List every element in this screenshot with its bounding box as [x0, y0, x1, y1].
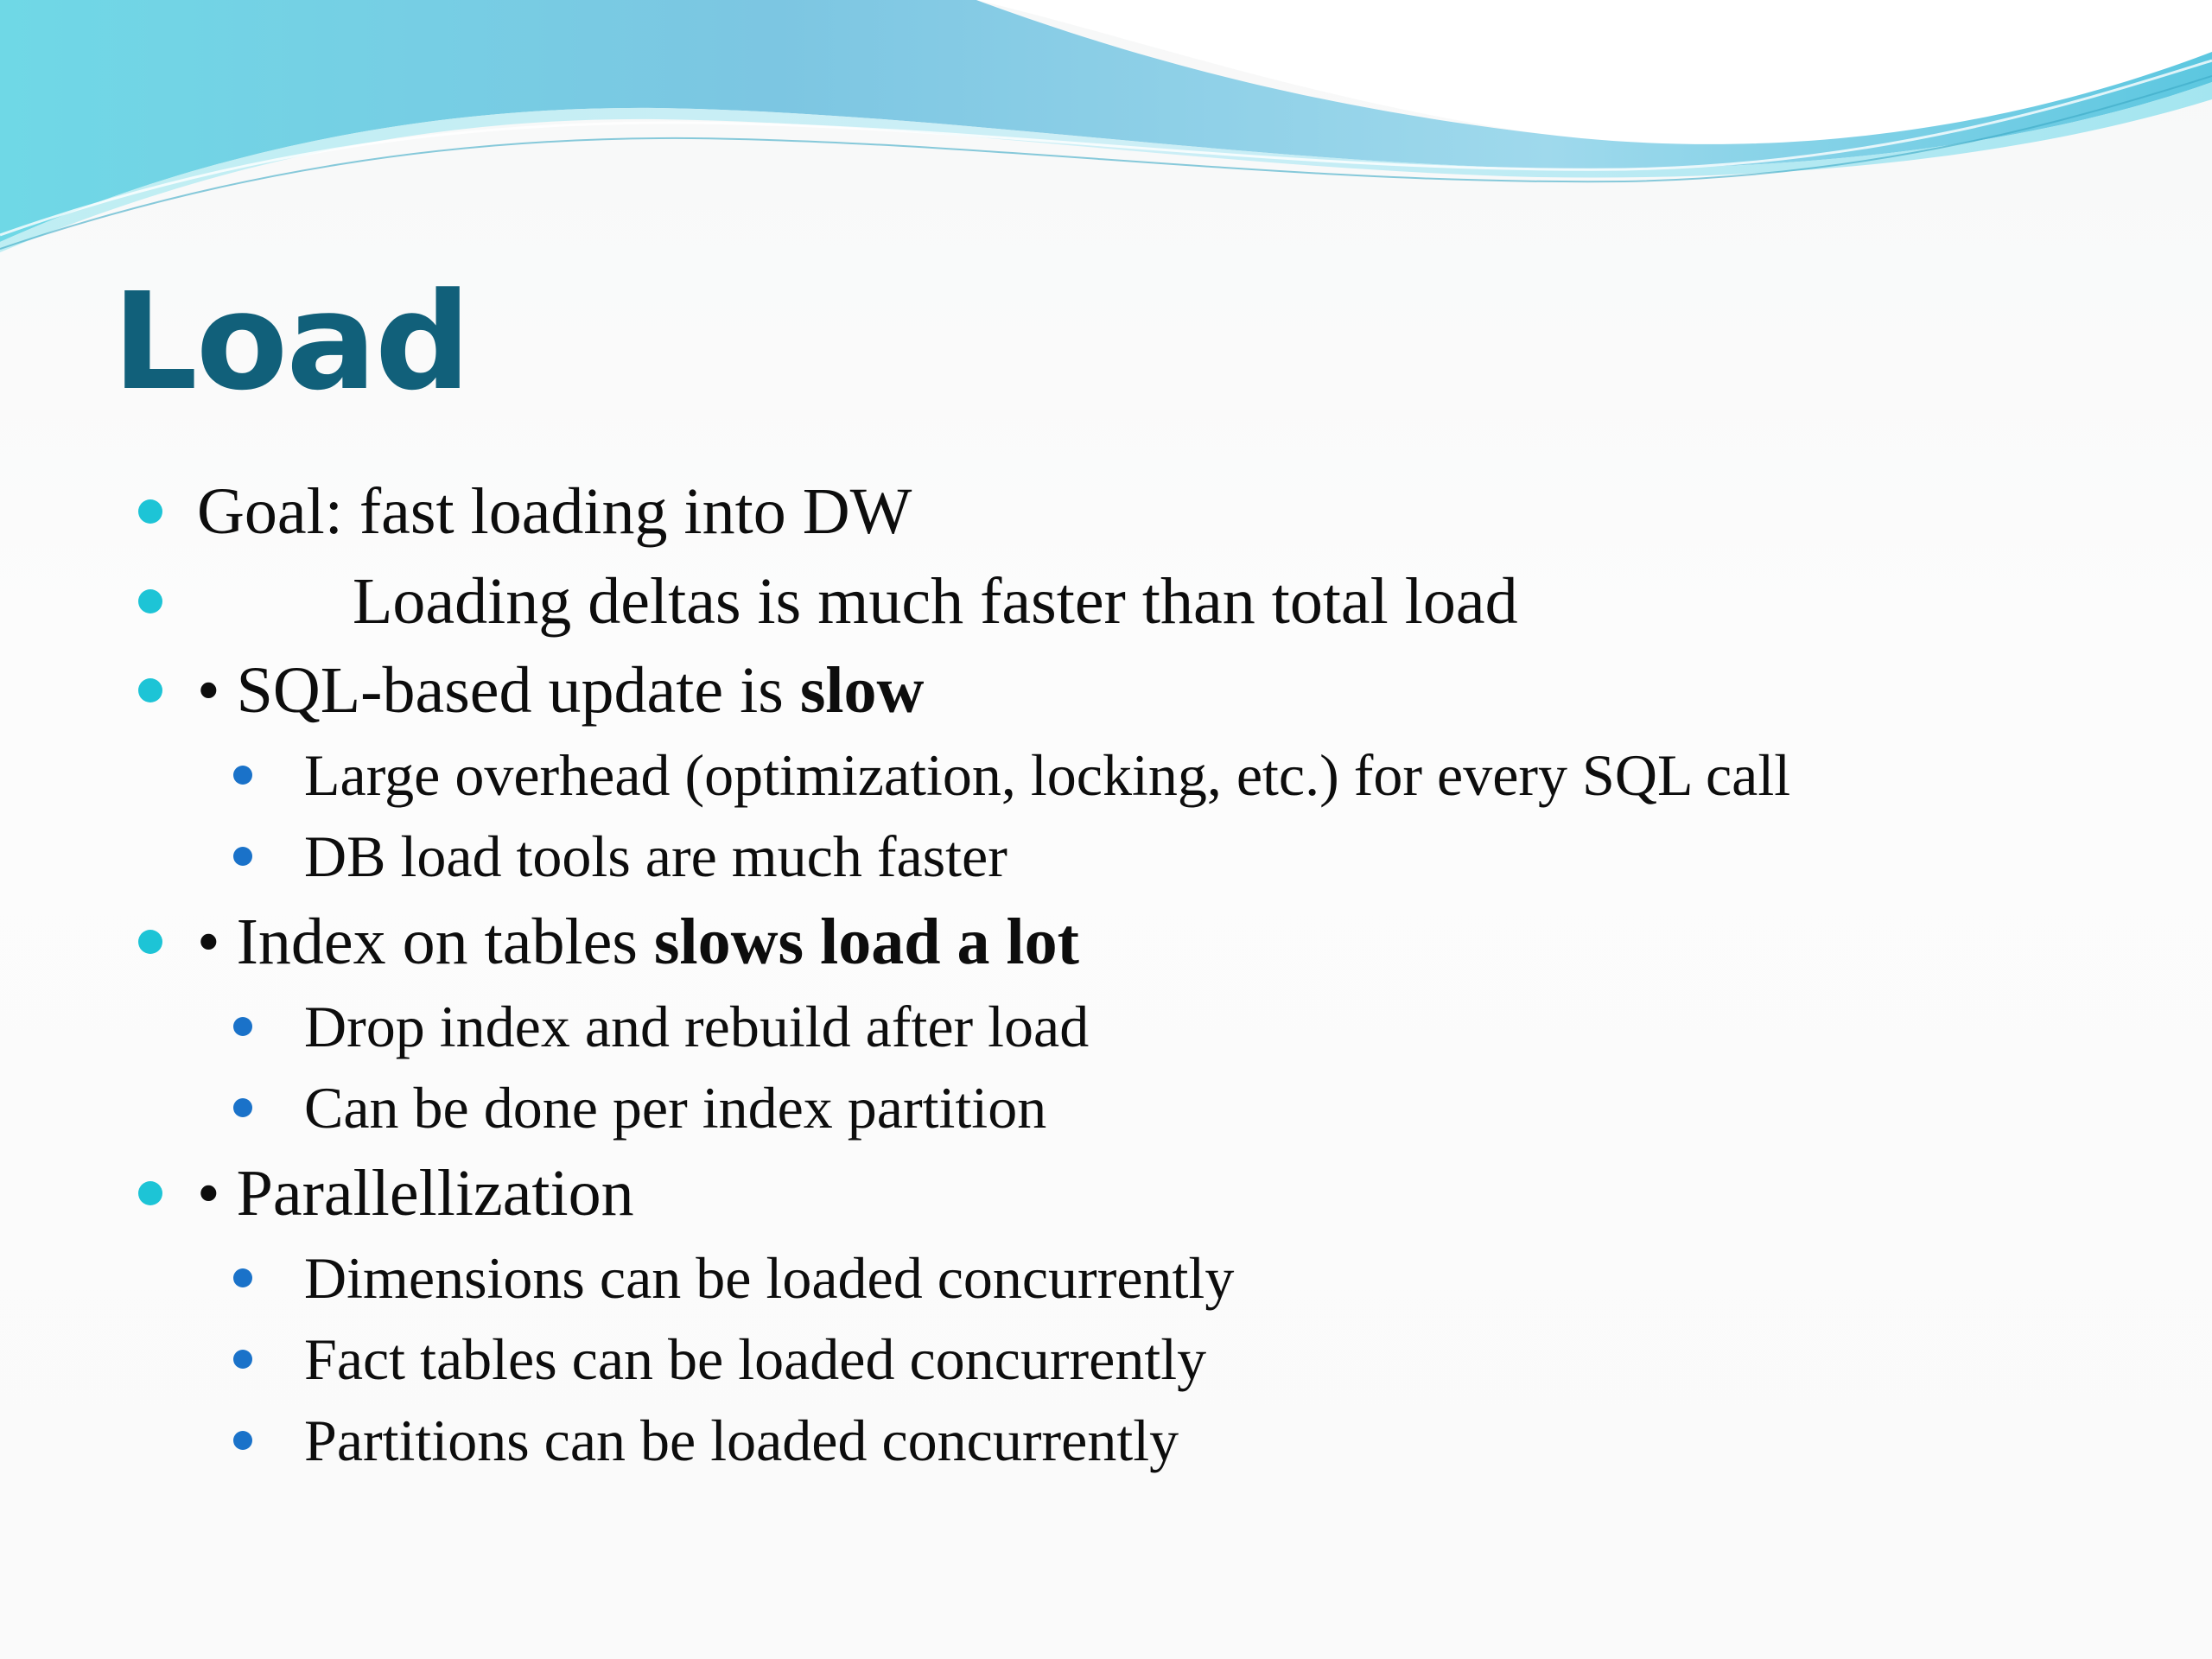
bullet-text: Goal: fast loading into DW	[197, 475, 912, 548]
sub-bullet-text: Fact tables can be loaded concurrently	[304, 1326, 1207, 1392]
bullet-text	[197, 906, 1079, 978]
sub-bullet-text: Large overhead (optimization, locking, etc.) for every SQL call	[304, 742, 1791, 808]
list-item	[0, 563, 2074, 640]
bullet-dot-icon	[138, 499, 162, 524]
list-item	[0, 1320, 2074, 1398]
sub-bullet-text: Partitions can be loaded concurrently	[304, 1408, 1179, 1473]
sub-bullet-dot-icon	[233, 847, 252, 866]
sub-bullet-text: Dimensions can be loaded concurrently	[304, 1245, 1235, 1311]
bullet-text-emphasis: slows load a lot	[653, 906, 1079, 978]
list-item	[0, 817, 2074, 895]
bullet-text-prefix: • Index on tables	[197, 906, 654, 978]
sub-bullet-dot-icon	[233, 1350, 252, 1369]
sub-bullet-text: Can be done per index partition	[304, 1075, 1047, 1141]
list-item	[0, 736, 2074, 814]
sub-bullet-dot-icon	[233, 766, 252, 785]
bullet-dot-icon	[138, 1181, 162, 1205]
list-item	[0, 1069, 2074, 1147]
bullet-dot-icon	[138, 678, 162, 702]
list-item	[0, 652, 2074, 729]
sub-bullet-dot-icon	[233, 1098, 252, 1117]
bullet-text: Loading deltas is much faster than total load	[353, 565, 1518, 638]
list-item	[0, 1154, 2074, 1232]
bullet-text-prefix: • SQL-based update is	[197, 654, 800, 727]
sub-bullet-text: DB load tools are much faster	[304, 823, 1007, 889]
bullet-dot-icon	[138, 930, 162, 954]
bullet-text: • Parallellization	[197, 1157, 634, 1230]
sub-bullet-text: Drop index and rebuild after load	[304, 994, 1090, 1059]
bullet-text	[197, 654, 925, 727]
sub-bullet-dot-icon	[233, 1268, 252, 1287]
list-item	[0, 903, 2074, 981]
list-item	[0, 988, 2074, 1065]
list-item	[0, 473, 2074, 550]
bullet-text-emphasis: slow	[799, 654, 925, 727]
slide-title: Load	[112, 264, 469, 420]
list-item	[0, 1402, 2074, 1479]
bullet-dot-icon	[138, 589, 162, 613]
list-item	[0, 1239, 2074, 1317]
sub-bullet-dot-icon	[233, 1017, 252, 1036]
sub-bullet-dot-icon	[233, 1431, 252, 1450]
